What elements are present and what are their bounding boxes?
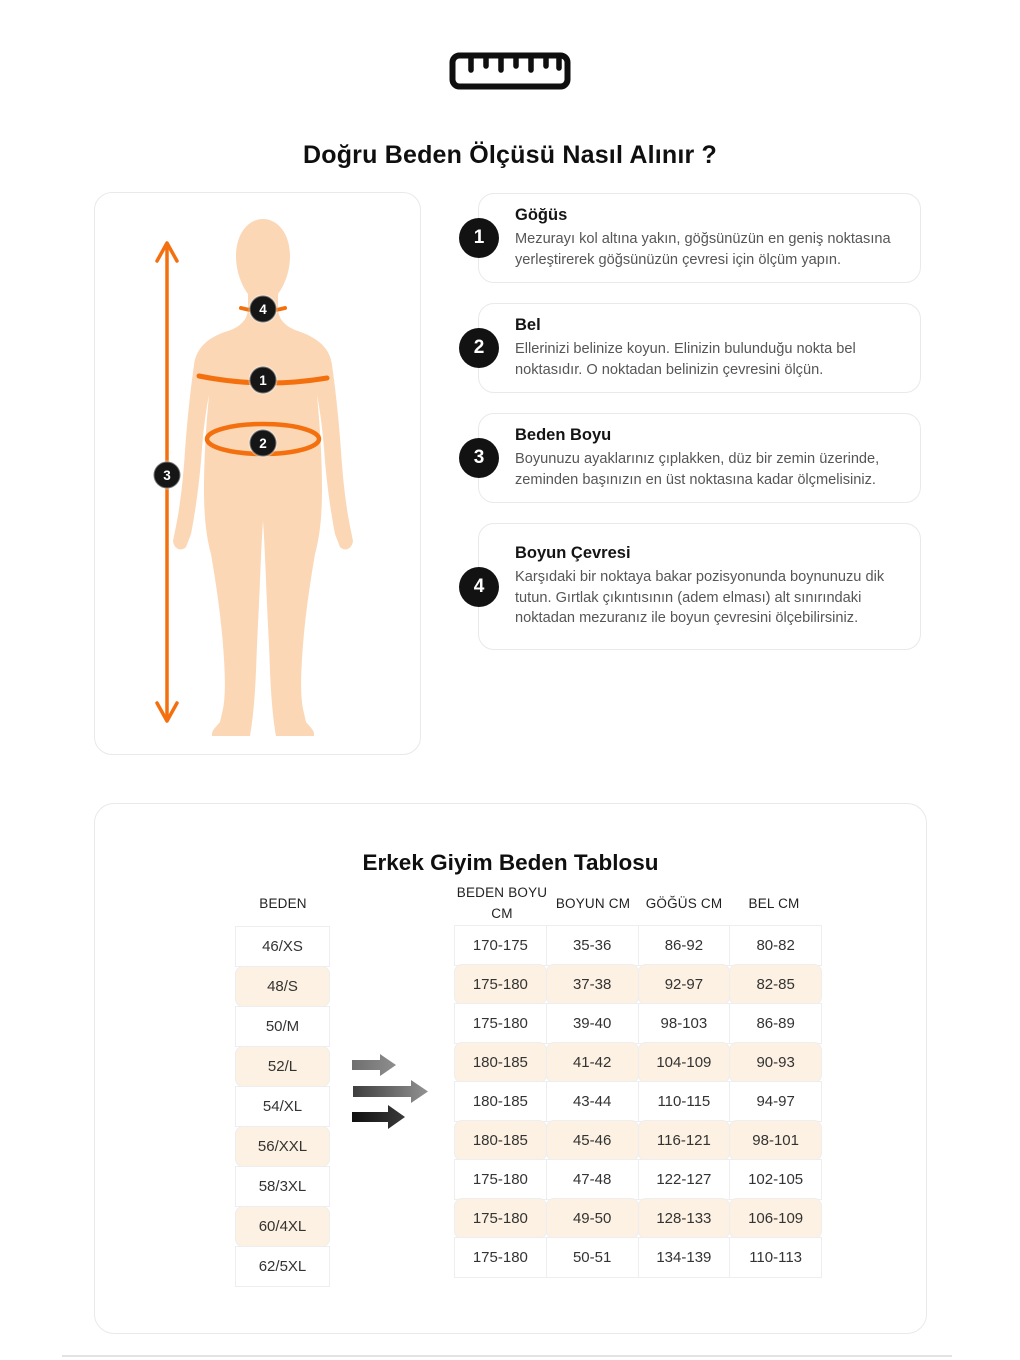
body-figure-panel: [94, 192, 421, 755]
value-cell: 180-185: [454, 1042, 547, 1083]
value-cell: 104-109: [638, 1042, 731, 1083]
value-cell: 39-40: [546, 1003, 639, 1044]
column-header-beden-boyu-cm: BEDEN BOYU CM: [456, 885, 548, 921]
value-cell: 175-180: [454, 1237, 547, 1278]
value-cell: 86-92: [638, 925, 731, 966]
size-name-column: [235, 926, 330, 1287]
pointer-arrows-icon: [350, 1052, 450, 1135]
step-number-badge: 4: [459, 567, 499, 607]
value-cell: 110-115: [638, 1081, 731, 1122]
step-description: Karşıdaki bir noktaya bakar pozisyonunda boynunuzu dik tutun. Gırtlak çıkıntısının (adem elması) alt sınırındaki noktadan mezuranız ile boyun çevresini ölçebilirsiniz.: [515, 569, 885, 627]
value-cell: 110-113: [729, 1237, 822, 1278]
step-description: Boyunuzu ayaklarınız çıplakken, düz bir zemin üzerinde, zeminden başınızın en üst noktasına kadar ölçmelisiniz.: [515, 451, 880, 488]
step-number-badge: 3: [459, 438, 499, 478]
column-header-bel-cm: BEL CM: [748, 896, 800, 911]
value-cell: 82-85: [729, 964, 822, 1005]
table-row: [455, 1238, 822, 1278]
svg-text:3: 3: [163, 468, 171, 483]
value-cell: 180-185: [454, 1081, 547, 1122]
table-row: [455, 1043, 822, 1083]
table-row: [455, 925, 822, 966]
size-cell: 62/5XL: [235, 1246, 330, 1287]
badge-chest: [250, 367, 277, 394]
svg-text:1: 1: [259, 373, 267, 388]
step-number-badge: 2: [459, 328, 499, 368]
value-cell: 49-50: [546, 1198, 639, 1239]
column-header-beden: BEDEN: [259, 896, 307, 911]
step-description: Ellerinizi belinize koyun. Elinizin bulunduğu nokta bel noktasıdır. O noktadan belinizin çevresini ölçün.: [515, 341, 856, 378]
column-header-boyun-cm: BOYUN CM: [555, 896, 631, 911]
value-cell: 37-38: [546, 964, 639, 1005]
value-cell: 122-127: [638, 1159, 731, 1200]
svg-text:4: 4: [259, 302, 267, 317]
instruction-cards: [473, 193, 921, 650]
page-title: Doğru Beden Ölçüsü Nasıl Alınır ?: [302, 140, 718, 169]
value-cell: 43-44: [546, 1081, 639, 1122]
value-cell: 170-175: [454, 925, 547, 966]
value-cell: 45-46: [546, 1120, 639, 1161]
value-cell: 50-51: [546, 1237, 639, 1278]
value-cell: 175-180: [454, 1003, 547, 1044]
value-cell: 92-97: [638, 964, 731, 1005]
value-cell: 94-97: [729, 1081, 822, 1122]
value-cell: 134-139: [638, 1237, 731, 1278]
value-cell: 180-185: [454, 1120, 547, 1161]
bottom-divider: [62, 1355, 952, 1357]
value-cell: 128-133: [638, 1198, 731, 1239]
table-row: [455, 965, 822, 1005]
size-cell: 58/3XL: [235, 1166, 330, 1207]
size-cell: 60/4XL: [235, 1206, 330, 1247]
value-cell: 47-48: [546, 1159, 639, 1200]
table-row: [455, 1004, 822, 1044]
size-table-panel: [94, 803, 927, 1334]
badge-waist: [250, 430, 277, 457]
value-cell: 80-82: [729, 925, 822, 966]
size-cell: 46/XS: [235, 926, 330, 967]
instruction-card-4: [473, 523, 921, 650]
body-silhouette-illustration: [95, 193, 422, 756]
step-title: Göğüs: [515, 206, 568, 224]
size-cell: 48/S: [235, 966, 330, 1007]
table-row: [455, 1160, 822, 1200]
value-cell: 175-180: [454, 1159, 547, 1200]
column-header-gogus-cm: GÖĞÜS CM: [645, 896, 723, 911]
badge-height: [154, 462, 181, 489]
value-cell: 102-105: [729, 1159, 822, 1200]
ruler-icon: [0, 52, 1020, 90]
instruction-card-1: [473, 193, 921, 283]
value-cell: 106-109: [729, 1198, 822, 1239]
value-cell: 90-93: [729, 1042, 822, 1083]
size-cell: 52/L: [235, 1046, 330, 1087]
size-cell: 50/M: [235, 1006, 330, 1047]
size-values-grid: [455, 926, 822, 1278]
svg-text:2: 2: [259, 436, 267, 451]
value-cell: 175-180: [454, 964, 547, 1005]
step-description: Mezurayı kol altına yakın, göğsünüzün en geniş noktasına yerleştirerek göğsünüzün çevresi için ölçüm yapın.: [515, 231, 891, 268]
table-row: [455, 1121, 822, 1161]
value-cell: 41-42: [546, 1042, 639, 1083]
size-cell: 56/XXL: [235, 1126, 330, 1167]
size-table-title: Erkek Giyim Beden Tablosu: [362, 849, 659, 875]
instruction-card-3: [473, 413, 921, 503]
step-title: Boyun Çevresi: [515, 544, 631, 563]
value-cell: 35-36: [546, 925, 639, 966]
instruction-card-2: [473, 303, 921, 393]
value-cell: 116-121: [638, 1120, 731, 1161]
value-cell: 175-180: [454, 1198, 547, 1239]
step-title: Bel: [515, 316, 541, 334]
value-cell: 86-89: [729, 1003, 822, 1044]
value-cell: 98-101: [729, 1120, 822, 1161]
value-cell: 98-103: [638, 1003, 731, 1044]
step-number-badge: 1: [459, 218, 499, 258]
table-row: [455, 1082, 822, 1122]
table-row: [455, 1199, 822, 1239]
step-title: Beden Boyu: [515, 426, 612, 444]
size-cell: 54/XL: [235, 1086, 330, 1127]
badge-neck: [250, 296, 277, 323]
